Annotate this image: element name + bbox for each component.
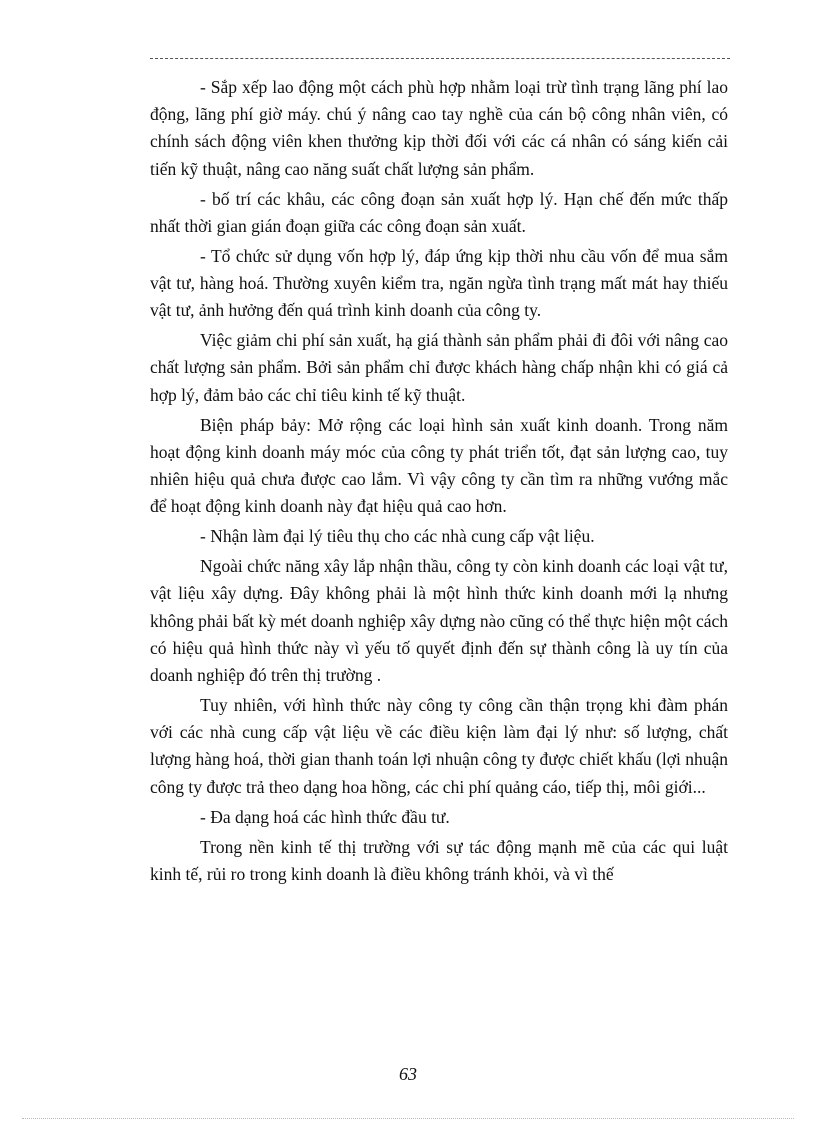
paragraph: - Nhận làm đại lý tiêu thụ cho các nhà cung cấp vật liệu. [200, 526, 595, 547]
paragraph: Biện pháp bảy: Mở rộng các loại hình sản xuất kinh doanh. Trong năm hoạt động kinh doanh máy móc của công ty phát triển tốt, đạt sản lượng cao, tuy nhiên hiệu quả chưa được cao lắm. Vì vậy công ty cần tìm ra những vướng mắc để hoạt động kinh doanh này đạt hiệu quả cao hơn. [150, 414, 728, 517]
footer-rule [22, 1118, 794, 1119]
paragraph: - Tổ chức sử dụng vốn hợp lý, đáp ứng kịp thời nhu cầu vốn để mua sắm vật tư, hàng hoá. Thường xuyên kiểm tra, ngăn ngừa tình trạng mất mát hay thiếu vật tư, ảnh hưởng đến quá trình kinh doanh của công ty. [150, 245, 728, 321]
header-rule [150, 58, 730, 59]
paragraph: Trong nền kinh tế thị trường với sự tác động mạnh mẽ của các qui luật kinh tế, rủi ro trong kinh doanh là điều không tránh khỏi, và vì thế [150, 836, 728, 884]
paragraph: Tuy nhiên, với hình thức này công ty công cần thận trọng khi đàm phán với các nhà cung cấp vật liệu về các điều kiện làm đại lý như: số lượng, chất lượng hàng hoá, thời gian thanh toán lợi nhuận công ty được chiết khấu (lợi nhuận công ty được trả theo dạng hoa hồng, các chi phí quảng cáo, tiếp thị, môi giới... [150, 695, 728, 797]
page-number: 63 [399, 1064, 417, 1084]
paragraph: Ngoài chức năng xây lắp nhận thầu, công ty còn kinh doanh các loại vật tư, vật liệu xây dựng. Đây không phải là một hình thức kinh doanh mới lạ nhưng không phải bất kỳ mét doanh nghiệp xây dựng nào cũng có thể thực hiện một cách có hiệu quả hình thức này vì yếu tố quyết định đến sự thành công là uy tín của doanh nghiệp đó trên thị trường . [150, 556, 728, 686]
body-text [150, 74, 728, 891]
paragraph: Việc giảm chi phí sản xuất, hạ giá thành sản phẩm phải đi đôi với nâng cao chất lượng sản phẩm. Bởi sản phẩm chỉ được khách hàng chấp nhận khi có giá cả hợp lý, đảm bảo các chỉ tiêu kinh tế kỹ thuật. [150, 330, 728, 405]
paragraph: - Sắp xếp lao động một cách phù hợp nhằm loại trừ tình trạng lãng phí lao động, lãng phí giờ máy. chú ý nâng cao tay nghề của cán bộ công nhân viên, có chính sách động viên khen thưởng kịp thời đối với các cá nhân có sáng kiến cải tiến kỹ thuật, nâng cao năng suất chất lượng sản phẩm. [150, 77, 728, 179]
paragraph: - Đa dạng hoá các hình thức đầu tư. [200, 806, 450, 827]
paragraph: - bố trí các khâu, các công đoạn sản xuất hợp lý. Hạn chế đến mức thấp nhất thời gian gián đoạn giữa các công đoạn sản xuất. [150, 188, 728, 236]
